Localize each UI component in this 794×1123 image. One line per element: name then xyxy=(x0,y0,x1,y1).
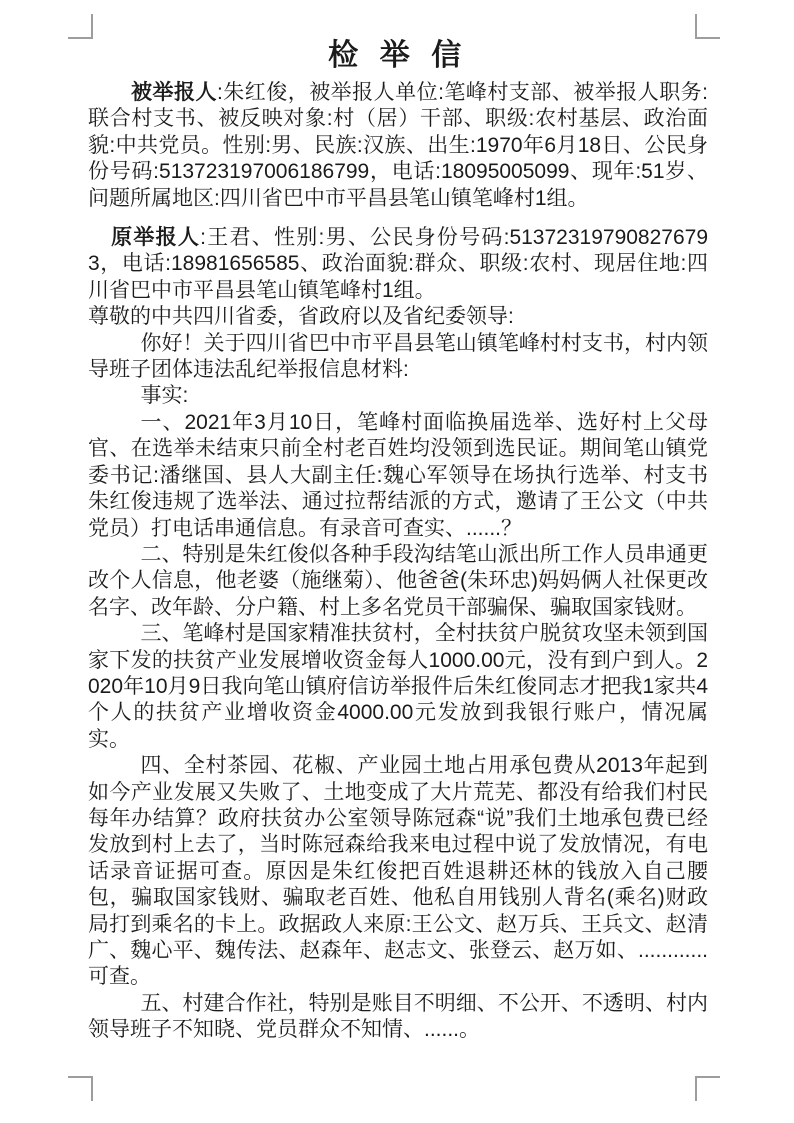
paragraph-item-2: 二、特别是朱红俊似各种手段沟结笔山派出所工作人员串通更改个人信息，他老婆（施继菊）、他爸爸(朱环忠)妈妈俩人社保更改名字、改年龄、分户籍、村上多名党员干部骗保、骗取国家钱财。 xyxy=(88,542,708,619)
paragraph-greeting: 你好！关于四川省巴中市平昌县笔山镇笔峰村村支书，村内领导班子团体违法乱纪举报信息材料: xyxy=(88,331,708,382)
paragraph-item-3: 三、笔峰村是国家精准扶贫村，全村扶贫户脱贫攻坚未领到国家下发的扶贫产业发展增收资金每人1000.00元，没有到户到人。2020年10月9日我向笔山镇府信访举报件后朱红俊同志才把我1家共4个人的扶贫产业增收资金4000.00元发放到我银行账户，情况属实。 xyxy=(88,622,708,751)
page-margin-mark-bottom-left xyxy=(68,1076,93,1101)
page-margin-mark-bottom-right xyxy=(695,1076,720,1101)
paragraph-reporter-info xyxy=(88,225,708,304)
document-title: 检 举 信 xyxy=(328,39,468,72)
paragraph-facts-label: 事实: xyxy=(140,384,189,408)
paragraph-accused-info xyxy=(88,80,708,212)
paragraph-item-4: 四、全村茶园、花椒、产业园土地占用承包费从2013年起到如今产业发展又失败了、土地变成了大片荒芜、都没有给我们村民每年办结算？政府扶贫办公室领导陈冠森“说”我们土地承包费已经发放到村上去了，当时陈冠森给我来电过程中说了发放情况，有电话录音证据可查。原因是朱红俊把百姓退耕还林的钱放入自己腰包，骗取国家钱财、骗取老百姓、他私自用钱别人背名(乘名)财政局打到乘名的卡上。政据政人来原:王公文、赵万兵、王兵文、赵清广、魏心平、魏传法、赵森年、赵志文、张登云、赵万如、............可查。 xyxy=(88,754,708,989)
accused-label: 被举报人 xyxy=(131,81,217,104)
document-content xyxy=(88,32,708,1044)
reporter-details: :王君、性别:男、公民身份号码:513723197908276793，电话:18981656585、政治面貌:群众、职级:农村、现居住地:四川省巴中市平昌县笔山镇笔峰村1组。 xyxy=(88,226,708,302)
paragraph-item-5: 五、村建合作社，特别是账目不明细、不公开、不透明、村内领导班子不知晓、党员群众不知情、......。 xyxy=(88,991,708,1042)
accused-details: :朱红俊，被举报人单位:笔峰村支部、被举报人职务:联合村支书、被反映对象:村（居）干部、职级:农村基层、政治面貌:中共党员。性别:男、民族:汉族、出生:1970年6月18日、公民身份号码:513723197006186799，电话:18095005099、现年:51岁、问题所属地区:四川省巴中市平昌县笔山镇笔峰村1组。 xyxy=(88,81,708,210)
paragraph-item-1: 一、2021年3月10日，笔峰村面临换届选举、选好村上父母官、在选举未结束只前全村老百姓均没领到选民证。期间笔山镇党委书记:潘继国、县人大副主任:魏心军领导在场执行选举、村支书朱红俊违规了选举法、通过拉帮结派的方式，邀请了王公文（中共党员）打电话串通信息。有录音可查实、......？ xyxy=(88,410,708,540)
reporter-label: 原举报人 xyxy=(111,226,201,250)
paragraph-salutation: 尊敬的中共四川省委，省政府以及省纪委领导: xyxy=(88,305,514,329)
